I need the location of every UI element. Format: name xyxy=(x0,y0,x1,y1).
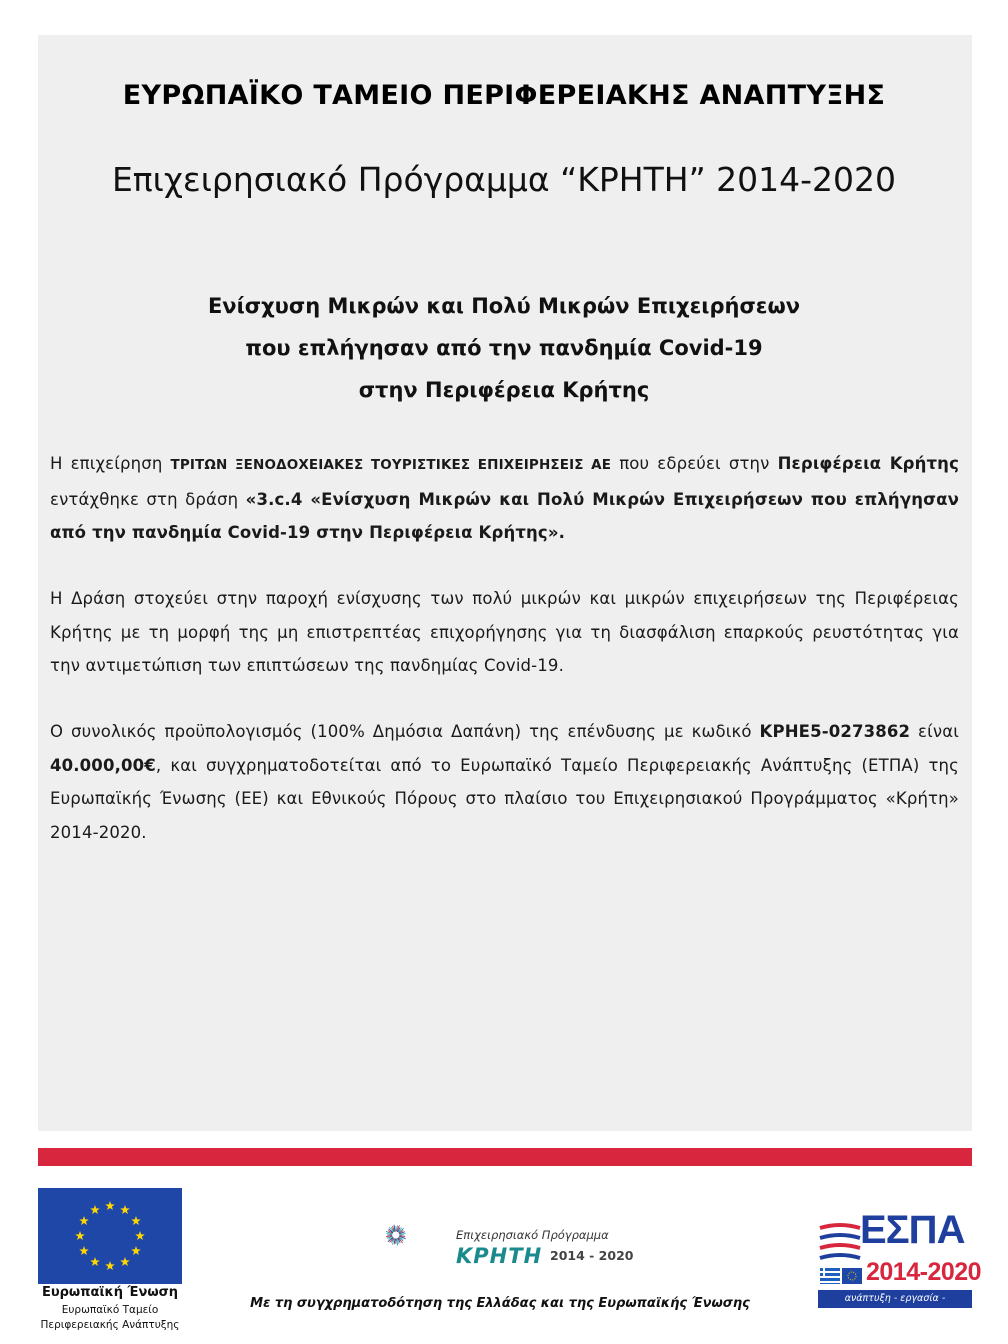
p3-text3: , και συγχρηματοδοτείται από το Ευρωπαϊκό Ταμείο Περιφερειακής Ανάπτυξης (ΕΤΠΑ) της Ευρωπαϊκής Ένωσης (ΕΕ) και Εθνικούς Πόρους στο πλαίσιο του Επιχειρησιακού Προγράμματος «Κρήτη» 2014-2020. xyxy=(50,755,959,842)
action-title-line2: που επλήγησαν από την πανδημία Covid-19 xyxy=(245,336,763,360)
p3-text1: Ο συνολικός προϋπολογισμός (100% Δημόσια Δαπάνη) της επένδυσης με κωδικό xyxy=(50,722,760,741)
company-name: ΤΡΙΤΩΝ ΞΕΝΟΔΟΧΕΙΑΚΕΣ ΤΟΥΡΙΣΤΙΚΕΣ ΕΠΙΧΕΙΡΗΣΕΙΣ ΑΕ xyxy=(170,457,612,473)
cofunding-text: Με τη συγχρηματοδότηση της Ελλάδας και της Ευρωπαϊκής Ένωσης xyxy=(250,1296,750,1311)
espa-years: 2014-2020 xyxy=(866,1258,982,1286)
kriti-years: 2014 - 2020 xyxy=(550,1248,634,1263)
divider-bar xyxy=(38,1148,972,1166)
programme-title: Επιχειρησιακό Πρόγραμμα “ΚΡΗΤΗ” 2014-2020 xyxy=(111,160,897,199)
paragraph-budget xyxy=(50,715,959,849)
kriti-programme-label: Επιχειρησιακό Πρόγραμμα xyxy=(456,1228,609,1242)
p1-text3: εντάχθηκε στη δράση xyxy=(50,489,246,509)
espa-stripes-icon xyxy=(818,1220,862,1260)
eu-sublabel xyxy=(30,1303,190,1333)
espa-logo-word: ΕΣΠΑ xyxy=(860,1208,965,1252)
action-title xyxy=(0,285,1008,411)
fund-title: ΕΥΡΩΠΑΪΚΟ ΤΑΜΕΙΟ ΠΕΡΙΦΕΡΕΙΑΚΗΣ ΑΝΑΠΤΥΞΗΣ xyxy=(122,80,886,111)
project-code: ΚΡΗΕ5-0273862 xyxy=(759,722,911,741)
eu-flag-icon xyxy=(38,1188,182,1284)
espa-tagline: ανάπτυξη - εργασία - αλληλεγγύη xyxy=(818,1290,972,1308)
p1-text2: που εδρεύει στην xyxy=(611,454,778,473)
eu-sub2: Περιφερειακής Ανάπτυξης xyxy=(40,1319,180,1331)
paragraph-beneficiary xyxy=(50,447,959,550)
eu-sub1: Ευρωπαϊκό Ταμείο xyxy=(61,1304,159,1316)
kriti-logo-icon xyxy=(386,1195,456,1275)
budget-amount: 40.000,00€ xyxy=(50,755,156,775)
action-title-line1: Ενίσχυση Μικρών και Πολύ Μικρών Επιχειρήσεων xyxy=(207,294,801,318)
action-title-line3: στην Περιφέρεια Κρήτης xyxy=(358,378,650,402)
region-name: Περιφέρεια Κρήτης xyxy=(777,454,959,473)
eu-label: Ευρωπαϊκή Ένωση xyxy=(41,1285,179,1300)
action-name: «3.c.4 «Ενίσχυση Μικρών και Πολύ Μικρών Επιχειρήσεων που επλήγησαν από την πανδημία Covid-19 στην Περιφέρεια Κρήτης». xyxy=(50,489,959,542)
gr-eu-flags-icon xyxy=(820,1268,862,1284)
p1-text1: Η επιχείρηση xyxy=(50,454,171,473)
p3-text2: είναι xyxy=(910,722,959,741)
paragraph-objective: Η Δράση στοχεύει στην παροχή ενίσχυσης των πολύ μικρών και μικρών επιχειρήσεων της Περιφέρειας Κρήτης με τη μορφή της μη επιστρεπτέας επιχορήγησης για τη διασφάλιση επαρκούς ρευστότητας για την αντιμετώπιση των επιπτώσεων της πανδημίας Covid-19. xyxy=(50,589,959,675)
kriti-name: ΚΡΗΤΗ xyxy=(456,1244,543,1268)
